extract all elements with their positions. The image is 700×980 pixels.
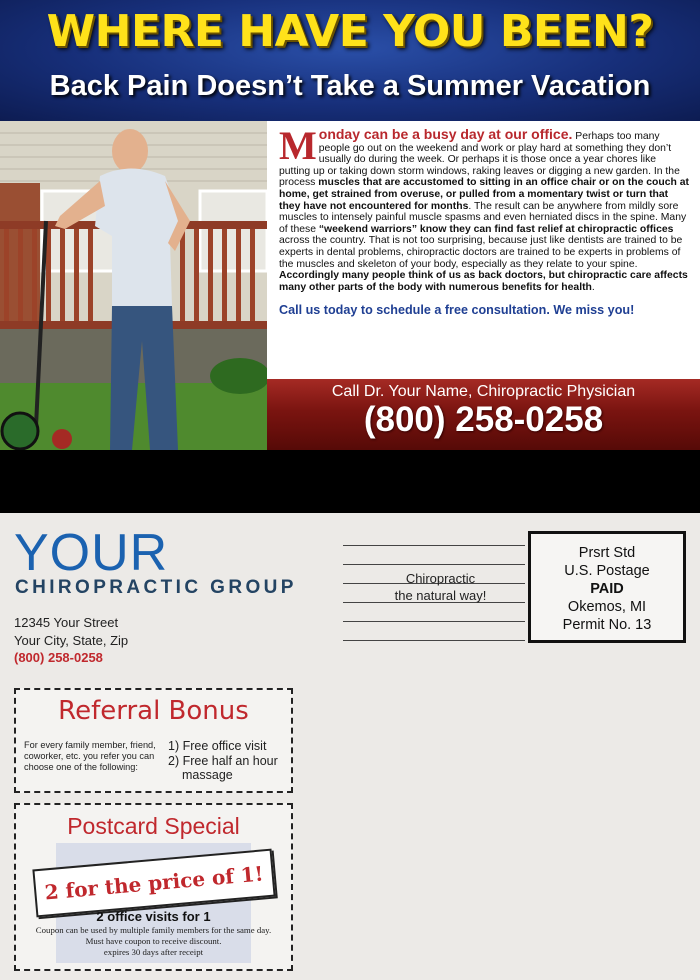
tagline-line-1: Chiropractic [405, 571, 476, 586]
phone-bar [267, 379, 700, 450]
phone-number[interactable]: (800) 258-0258 [363, 400, 604, 439]
tagline [343, 570, 538, 604]
photo-man-back-pain [0, 121, 267, 450]
special-fine-print [20, 925, 287, 958]
postcard-front [0, 0, 700, 450]
address-line [343, 564, 525, 565]
price-text: 2 for the price of 1! [43, 861, 265, 905]
article-lead: onday can be a busy day at our office. [318, 126, 573, 142]
call-doctor-line: Call Dr. Your Name, Chiropractic Physician [331, 383, 636, 400]
fine-print-line: Coupon can be used by multiple family members for the same day. [35, 925, 272, 935]
referral-coupon [14, 688, 293, 793]
referral-options [168, 739, 292, 783]
address-line [343, 545, 525, 546]
article [267, 121, 700, 379]
drop-cap: M [279, 123, 317, 168]
stamp-line-5: Permit No. 13 [562, 617, 652, 633]
referral-option: 2) Free half an hour massage [168, 753, 278, 782]
return-address [14, 614, 128, 667]
stamp-line-2: U.S. Postage [564, 563, 650, 579]
headline-banner [0, 0, 700, 121]
address-line [343, 621, 525, 622]
article-body [279, 123, 690, 293]
headline: WHERE HAVE YOU BEEN? [46, 6, 654, 57]
subheadline: Back Pain Doesn’t Take a Summer Vacation [49, 70, 651, 102]
special-title: Postcard Special [67, 813, 240, 839]
article-bold-3: Accordingly many people think of us as back doctors, but chiropractic care affects many other parts of the body with numerous benefits for health [279, 270, 688, 293]
referral-option: 1) Free office visit [168, 739, 267, 753]
postcard-special-coupon [14, 803, 293, 971]
tagline-line-2: the natural way! [394, 588, 487, 603]
postage-indicia [528, 531, 686, 643]
article-text-3: across the country. That is not too surprising, because just like dentists are trained to be experts in dental problems, chiropractic doctors are trained to be experts in problems of the muscles and skeleton of your body, especially as they relate to your spine. [279, 235, 683, 270]
article-text-2: . The result can be anywhere from mildly sore muscles to intensely painful muscle spasms and even herniated discs in the spine. Many of these [279, 200, 687, 235]
stamp-line-4: Okemos, MI [567, 599, 647, 615]
article-text-1: Perhaps too many people go out on the weekend and work or play hard at something they don’t usually do during the week. Or perhaps it is those once a year chores like putting up or taking down storm windows, raking leaves or digging a new garden. In the process [279, 131, 680, 189]
stamp-line-1: Prsrt Std [578, 545, 636, 561]
fine-print-line: expires 30 days after receipt [103, 947, 204, 957]
address-phone[interactable]: (800) 258-0258 [14, 650, 103, 665]
stamp-line-3: PAID [590, 581, 624, 597]
article-bold-2: “weekend warriors” know they can find fast relief at chiropractic offices [318, 223, 674, 235]
article-text-4: . [591, 281, 595, 293]
postcard-back [0, 513, 700, 980]
address-street: 12345 Your Street [14, 615, 119, 630]
logo-your: YOUR [14, 524, 169, 582]
call-to-action: Call us today to schedule a free consultation. We miss you! [279, 303, 635, 318]
referral-title: Referral Bonus [58, 696, 249, 726]
logo-chiropractic-group: CHIROPRACTIC GROUP [15, 577, 297, 598]
referral-description: For every family member, friend, coworker, etc. you refer you can choose one of the following: [24, 740, 156, 772]
article-bold-1: muscles that are accustomed to sitting in an office chair or on the couch at home, get strained from overuse, or pulled from a momentary twist or turn that they have not encountered for months [279, 177, 689, 212]
fine-print-line: Must have coupon to receive discount. [85, 936, 222, 946]
address-line [343, 640, 525, 641]
special-offer: 2 office visits for 1 [96, 909, 211, 924]
address-city: Your City, State, Zip [14, 632, 129, 648]
